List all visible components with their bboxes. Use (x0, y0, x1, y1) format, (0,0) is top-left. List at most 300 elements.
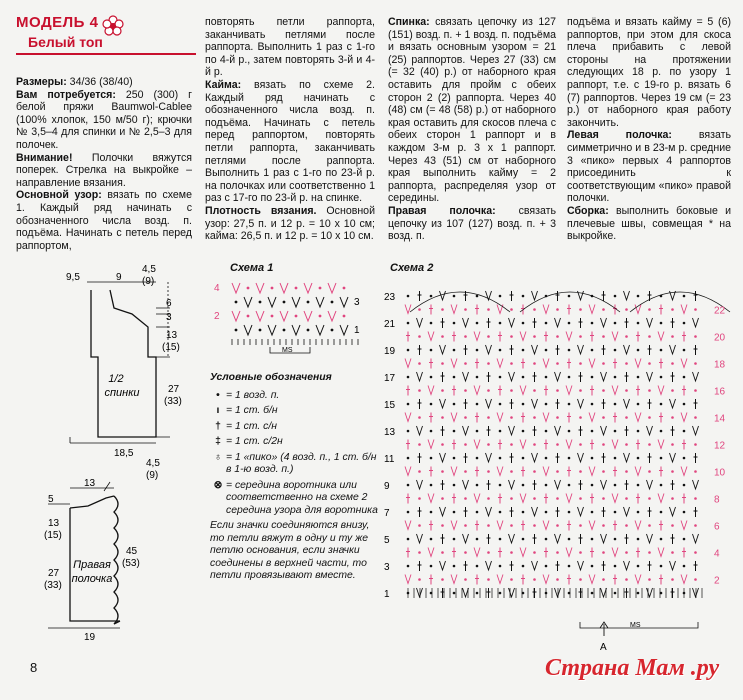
chain-stitch (407, 511, 410, 514)
chain-stitch (648, 308, 651, 311)
back-label: Спинка: (388, 16, 430, 28)
back-shoulder: 6 (166, 298, 172, 309)
stitch-fan (440, 345, 446, 354)
stitch-fan (612, 494, 618, 503)
scheme-2-row-right: 16 (714, 386, 726, 398)
chain-stitch (464, 443, 467, 446)
stitch-fan (555, 372, 561, 381)
chain-stitch (671, 416, 674, 419)
stitch-fan (658, 440, 664, 449)
chain-stitch (545, 376, 548, 379)
chain-stitch (648, 497, 651, 500)
chain-stitch (602, 470, 605, 473)
stitch-fan (624, 453, 630, 462)
chain-stitch (418, 335, 421, 338)
chain-stitch (683, 430, 686, 433)
stitch-fan (451, 521, 457, 530)
chain-stitch (614, 295, 617, 298)
chain-stitch (568, 484, 571, 487)
chain-stitch (499, 349, 502, 352)
chain-stitch (648, 443, 651, 446)
scheme-2-repeat: MS (630, 622, 641, 629)
back-shoulder-alt: 3 (166, 312, 172, 323)
chain-stitch (660, 376, 663, 379)
front-right-alt: (53) (122, 558, 140, 569)
chain-stitch (476, 376, 479, 379)
chain-stitch (568, 322, 571, 325)
chain-stitch (430, 511, 433, 514)
stitch-fan (543, 359, 549, 368)
left-front-value: вязать симметрично и в 23-м р. средние 3 «пико» первых 4 раппортов присоединить к соответствующим «пико» правой полочки. (567, 129, 731, 205)
chain-stitch (510, 578, 513, 581)
chain-stitch (579, 443, 582, 446)
chain-stitch (637, 295, 640, 298)
chain-stitch (407, 295, 410, 298)
scheme-2-row-right: 4 (714, 548, 720, 560)
chain-stitch (637, 457, 640, 460)
stitch-fan (670, 399, 676, 408)
back-armhole: 13 (166, 330, 178, 341)
scheme-2-row-left: 3 (384, 562, 390, 573)
stitch-fan (497, 521, 503, 530)
stitch-fan (532, 399, 538, 408)
chain-stitch (533, 416, 536, 419)
scheme-1-chart (212, 275, 372, 355)
chain-stitch (637, 592, 640, 595)
stitch-fan (440, 453, 446, 462)
chain-stitch (579, 551, 582, 554)
scheme-2-row-right: 12 (714, 440, 726, 452)
chain-stitch (556, 497, 559, 500)
chain-stitch (247, 287, 250, 290)
chain-stitch (499, 592, 502, 595)
chain-stitch (660, 430, 663, 433)
chain-stitch (464, 335, 467, 338)
chain-stitch (614, 322, 617, 325)
chain-stitch (591, 349, 594, 352)
chain-stitch (441, 362, 444, 365)
chain-stitch (453, 295, 456, 298)
chain-stitch (568, 403, 571, 406)
chain-stitch (568, 349, 571, 352)
chain-stitch (319, 287, 322, 290)
stitch-fan (417, 588, 423, 597)
stitch-fan (463, 588, 469, 597)
chain-stitch (591, 376, 594, 379)
chain-stitch (602, 362, 605, 365)
chain-stitch (441, 497, 444, 500)
edging-value: вязать по схеме 2. Каждый ряд начинать с обозначенного числа возд. п. подъёма. Начинать с петель перед раппортом, повторять петли раппорта, заканчивать петлями после раппорта. Выполнить 1 раз с 1-го по 23-й р. на полочках или соответственно 1 раз с 17-го по 23-й р. на спинке. (205, 78, 375, 205)
stitch-fan (520, 494, 526, 503)
stitch-fan (566, 386, 572, 395)
chain-stitch (307, 329, 310, 332)
stitch-fan (670, 507, 676, 516)
stitch-fan (256, 283, 264, 293)
chain-stitch (556, 551, 559, 554)
scheme-2-row-left: 21 (384, 319, 396, 330)
chain-stitch (637, 565, 640, 568)
chain-stitch (418, 470, 421, 473)
stitch-fan (658, 494, 664, 503)
scheme-1-repeat: MS (282, 347, 293, 354)
back-side: 27 (168, 384, 180, 395)
chain-stitch (671, 443, 674, 446)
chain-stitch (591, 403, 594, 406)
stitch-fan (635, 413, 641, 422)
stitch-fan (463, 318, 469, 327)
stitch-fan (451, 413, 457, 422)
stitch-fan (693, 372, 699, 381)
chain-stitch (683, 349, 686, 352)
stitch-fan (532, 561, 538, 570)
stitch-fan (566, 332, 572, 341)
legend-text: = 1 ст. с/н (226, 420, 277, 432)
chain-stitch (453, 430, 456, 433)
chain-stitch (614, 565, 617, 568)
legend-symbol-center: ⊗ (213, 479, 223, 491)
watermark-text: Страна Мам .ру (545, 655, 720, 681)
chain-stitch (556, 578, 559, 581)
stitch-fan (647, 534, 653, 543)
stitch-fan (612, 440, 618, 449)
chain-stitch (441, 335, 444, 338)
attention-value: Полочки вяжутся поперек. Стрелка на выкройке – направление вязания. (16, 151, 192, 189)
scheme-1-row-4: 4 (214, 283, 220, 294)
chain-stitch (683, 403, 686, 406)
scheme-2-row-left: 1 (384, 589, 390, 600)
legend-symbol-chain: • (216, 389, 220, 401)
scheme-2-title: Схема 2 (390, 262, 434, 274)
stitch-fan (532, 291, 538, 300)
chain-stitch (453, 376, 456, 379)
chain-stitch (487, 362, 490, 365)
stitch-fan (681, 521, 687, 530)
model-title: МОДЕЛЬ 4 (16, 14, 99, 31)
stitch-fan (658, 386, 664, 395)
stitch-fan (486, 507, 492, 516)
stitch-fan (670, 561, 676, 570)
chain-stitch (510, 416, 513, 419)
chain-stitch (418, 362, 421, 365)
scheme-2-row-right: 10 (714, 467, 726, 479)
chain-stitch (637, 403, 640, 406)
chain-stitch (499, 457, 502, 460)
chain-stitch (591, 538, 594, 541)
chain-stitch (418, 551, 421, 554)
stitch-fan (566, 548, 572, 557)
chain-stitch (602, 551, 605, 554)
stitch-fan (451, 467, 457, 476)
chain-stitch (487, 524, 490, 527)
chain-stitch (625, 362, 628, 365)
stitch-fan (474, 386, 480, 395)
chain-stitch (487, 470, 490, 473)
stitch-fan (280, 311, 288, 321)
chain-stitch (476, 349, 479, 352)
chain-stitch (579, 578, 582, 581)
chain-stitch (283, 301, 286, 304)
chain-stitch (614, 592, 617, 595)
back-bottom-right: 4,5 (146, 458, 160, 469)
stitch-fan (589, 521, 595, 530)
chain-stitch (671, 308, 674, 311)
chain-stitch (476, 565, 479, 568)
stitch-fan (635, 521, 641, 530)
chain-stitch (476, 538, 479, 541)
chain-stitch (660, 565, 663, 568)
stitch-fan (658, 548, 664, 557)
chain-stitch (499, 538, 502, 541)
stitch-fan (463, 372, 469, 381)
chain-stitch (476, 403, 479, 406)
chain-stitch (430, 349, 433, 352)
chain-stitch (464, 497, 467, 500)
chain-stitch (476, 511, 479, 514)
stitch-fan (417, 534, 423, 543)
stitch-fan (635, 467, 641, 476)
stitch-fan (486, 345, 492, 354)
stitch-fan (497, 413, 503, 422)
stitch-fan (647, 426, 653, 435)
chain-stitch (671, 335, 674, 338)
arrow-up-icon (600, 622, 608, 636)
chain-stitch (510, 443, 513, 446)
stitch-fan (555, 480, 561, 489)
model-subtitle: Белый топ (28, 34, 103, 50)
chain-stitch (430, 484, 433, 487)
chain-stitch (545, 484, 548, 487)
stitch-fan (428, 332, 434, 341)
chain-stitch (533, 362, 536, 365)
stitch-fan (509, 480, 515, 489)
chain-stitch (671, 497, 674, 500)
back-bottom-right-alt: (9) (146, 470, 159, 481)
stitch-fan (601, 588, 607, 597)
stitch-fan (292, 297, 300, 307)
front-left-mid: 13 (48, 518, 60, 529)
chain-stitch (602, 308, 605, 311)
stitch-fan (601, 372, 607, 381)
stitch-fan (292, 325, 300, 335)
chain-stitch (683, 538, 686, 541)
chain-stitch (407, 538, 410, 541)
chain-stitch (591, 484, 594, 487)
stitch-fan (635, 575, 641, 584)
chain-stitch (625, 470, 628, 473)
chain-stitch (579, 470, 582, 473)
stitch-fan (405, 467, 411, 476)
chain-stitch (556, 443, 559, 446)
chain-stitch (441, 389, 444, 392)
chain-stitch (568, 511, 571, 514)
chain-stitch (579, 524, 582, 527)
stitch-fan (543, 305, 549, 314)
stitch-fan (566, 440, 572, 449)
scheme-2-row-right: 20 (714, 332, 726, 344)
chain-stitch (671, 524, 674, 527)
chain-stitch (568, 430, 571, 433)
chain-stitch (499, 565, 502, 568)
chain-stitch (660, 457, 663, 460)
stitch-fan (624, 399, 630, 408)
stitch-fan (589, 305, 595, 314)
legend-text: = 1 ст. с/2н (226, 436, 283, 447)
front-label-1: Правая (73, 559, 111, 571)
stitch-fan (497, 467, 503, 476)
stitch-fan (244, 325, 252, 335)
chain-stitch (568, 565, 571, 568)
chain-stitch (660, 349, 663, 352)
stitch-fan (509, 426, 515, 435)
stitch-fan (405, 575, 411, 584)
chain-stitch (499, 430, 502, 433)
sizes-label: Размеры: (16, 76, 67, 88)
stitch-fan (543, 521, 549, 530)
chain-stitch (648, 389, 651, 392)
chain-stitch (602, 416, 605, 419)
legend-symbol-tr: ‡ (215, 436, 221, 447)
chain-stitch (453, 349, 456, 352)
chain-stitch (602, 389, 605, 392)
chain-stitch (522, 322, 525, 325)
chain-stitch (499, 376, 502, 379)
chain-stitch (545, 457, 548, 460)
stitch-fan (280, 283, 288, 293)
stitch-fan (232, 283, 240, 293)
stitch-fan (578, 345, 584, 354)
chain-stitch (522, 295, 525, 298)
scheme-2-row-left: 13 (384, 427, 396, 438)
chain-stitch (637, 484, 640, 487)
chain-stitch (453, 565, 456, 568)
chain-stitch (247, 315, 250, 318)
chain-stitch (476, 484, 479, 487)
chain-stitch (556, 308, 559, 311)
chain-stitch (418, 497, 421, 500)
back-label-2: спинки (104, 387, 140, 399)
stitch-fan (486, 399, 492, 408)
chain-stitch (499, 403, 502, 406)
chain-stitch (499, 322, 502, 325)
stitch-fan (578, 561, 584, 570)
materials-label: Вам потребуется: (16, 88, 116, 101)
chain-stitch (499, 295, 502, 298)
stitch-fan (578, 399, 584, 408)
chain-stitch (476, 457, 479, 460)
chain-stitch (614, 511, 617, 514)
chain-stitch (476, 295, 479, 298)
chain-stitch (602, 497, 605, 500)
chain-stitch (453, 484, 456, 487)
legend-text: = 1 ст. б/н (226, 405, 278, 416)
legend-item (210, 436, 380, 449)
stitch-fan (486, 453, 492, 462)
stitch-fan (451, 359, 457, 368)
legend (210, 372, 380, 583)
scheme-2-row-right: 22 (714, 305, 726, 317)
chain-stitch (522, 430, 525, 433)
chain-stitch (418, 308, 421, 311)
chain-stitch (545, 511, 548, 514)
chain-stitch (694, 443, 697, 446)
chain-stitch (522, 484, 525, 487)
chain-stitch (683, 511, 686, 514)
stitch-fan (555, 588, 561, 597)
scheme-2-row-right: 6 (714, 521, 720, 533)
stitch-fan (612, 332, 618, 341)
chain-stitch (556, 389, 559, 392)
front-left-bottom-alt: (33) (44, 580, 62, 591)
chain-stitch (579, 389, 582, 392)
stitch-fan (474, 440, 480, 449)
chain-stitch (522, 538, 525, 541)
chain-stitch (407, 403, 410, 406)
scheme-1-row-3: 3 (354, 297, 360, 308)
chain-stitch (545, 403, 548, 406)
chain-stitch (591, 457, 594, 460)
chain-stitch (464, 362, 467, 365)
chain-stitch (579, 416, 582, 419)
chain-stitch (533, 578, 536, 581)
stitch-fan (670, 453, 676, 462)
stitch-fan (440, 507, 446, 516)
chain-stitch (331, 301, 334, 304)
chain-stitch (453, 538, 456, 541)
stitch-fan (268, 297, 276, 307)
chain-stitch (648, 578, 651, 581)
stitch-fan (417, 372, 423, 381)
stitch-fan (428, 440, 434, 449)
chain-stitch (441, 470, 444, 473)
stitch-fan (316, 297, 324, 307)
chain-stitch (637, 322, 640, 325)
stitch-fan (509, 372, 515, 381)
chain-stitch (660, 484, 663, 487)
chain-stitch (441, 443, 444, 446)
stitch-fan (520, 440, 526, 449)
chain-stitch (487, 551, 490, 554)
chain-stitch (510, 308, 513, 311)
scheme-1-row-1: 1 (354, 325, 360, 336)
chain-stitch (430, 403, 433, 406)
chain-stitch (660, 511, 663, 514)
chain-stitch (510, 389, 513, 392)
stitch-fan (417, 426, 423, 435)
chain-stitch (522, 565, 525, 568)
chain-stitch (556, 470, 559, 473)
back-value: связать цепочку из 127 (151) возд. п. + 1 возд. п. подъёма и вязать основным узором = 21 (25) раппортов. Через 27 (33) см (= 32 (40) р.) от наборного края оставить для пройм с обеих сторон 2 (2) раппорта. Через 40 (48) см (= 48 (58) р.) от наборного края оставить для скосов плеча с обеих сторон 1 раппорт и в каждом 3-м р. 3 х 1 раппорт. Через 43 (51) см от наборного края выполнить кайму = 2 раппорта, распределяя узор от середины. (388, 16, 556, 205)
stitch-fan (520, 386, 526, 395)
chain-stitch (259, 301, 262, 304)
chain-stitch (648, 362, 651, 365)
legend-text: = 1 возд. п. (226, 389, 280, 401)
chain-stitch (671, 389, 674, 392)
chain-stitch (510, 470, 513, 473)
density-label: Плотность вязания. (205, 204, 317, 217)
chain-stitch (637, 430, 640, 433)
chain-stitch (625, 497, 628, 500)
chain-stitch (591, 592, 594, 595)
arch-line (410, 292, 510, 312)
front-left-top: 5 (48, 494, 54, 505)
chain-stitch (407, 430, 410, 433)
right-front-label: Правая полочка: (388, 204, 496, 217)
stitch-fan (555, 426, 561, 435)
chain-stitch (637, 349, 640, 352)
chain-stitch (694, 470, 697, 473)
chain-stitch (660, 538, 663, 541)
scheme-2-row-right: 18 (714, 359, 726, 371)
